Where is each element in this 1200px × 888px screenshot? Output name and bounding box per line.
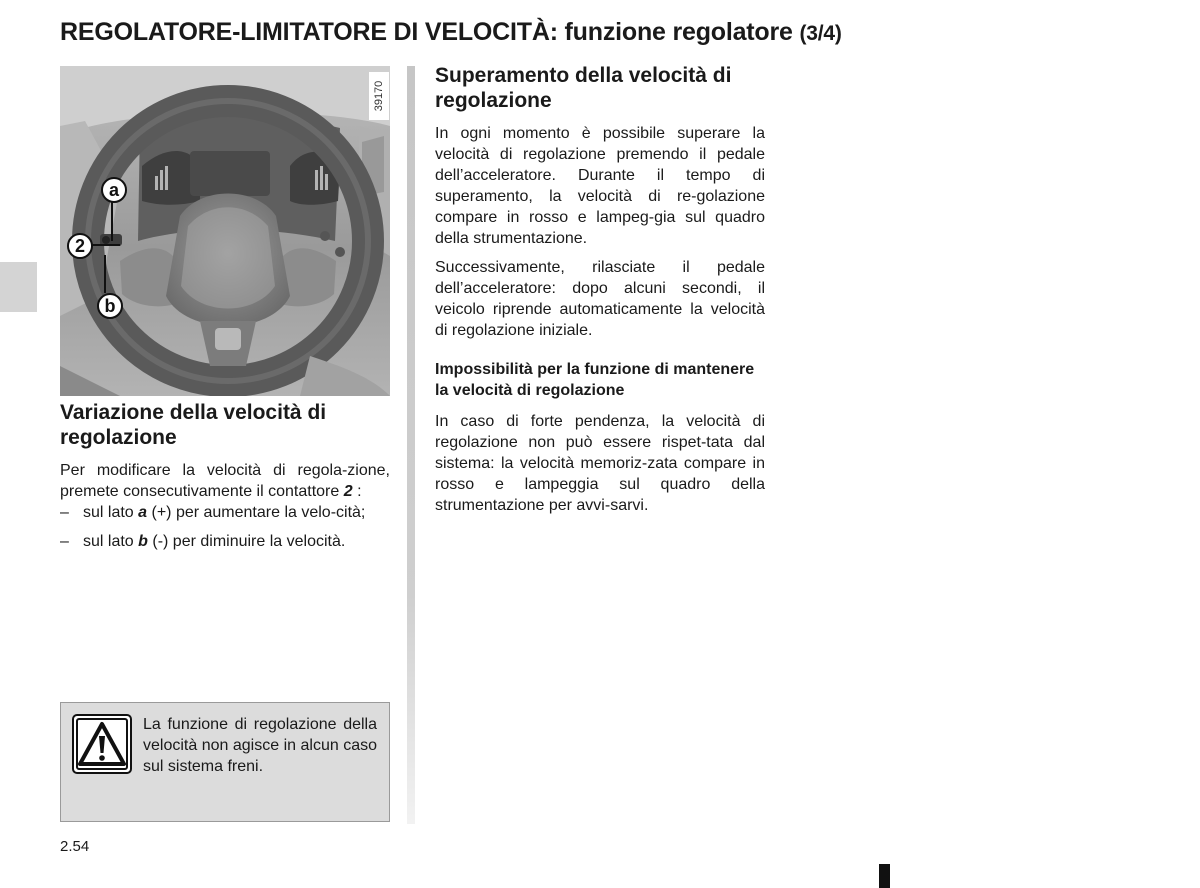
list-item-decrease: – sul lato b (-) per diminuire la velocità. (60, 531, 390, 552)
adjustment-list (60, 502, 390, 552)
section-heading-override: Superamento della velocità di regolazione (435, 64, 732, 112)
warning-box (60, 702, 390, 822)
corner-mark (879, 864, 890, 888)
right-column (435, 63, 765, 516)
title-main: REGOLATORE-LIMITATORE DI VELOCITÀ: funzione regolatore (60, 18, 793, 46)
warning-triangle-icon (72, 714, 132, 774)
column-divider (407, 66, 415, 824)
warning-text: La funzione di regolazione della velocità non agisce in alcun caso sul sistema freni. (143, 716, 377, 775)
chapter-tab (0, 262, 37, 312)
control-reference: 2 (343, 483, 353, 500)
callout-label-b: b (97, 293, 123, 319)
list-item-increase: – sul lato a (+) per aumentare la velo-cità; (60, 502, 390, 523)
slope-paragraph: In caso di forte pendenza, la velocità di regolazione non può essere rispet-tata dal sistema: la velocità memoriz-zata compare in rosso e lampeggia sul quadro della strumentazione per avvi-sarvi. (435, 413, 765, 514)
title-part-indicator: (3/4) (799, 22, 842, 45)
left-column (60, 400, 390, 552)
page-number: 2.54 (60, 838, 90, 855)
figure-reference-code: 39170 (369, 72, 389, 120)
page-title (60, 18, 842, 47)
intro-paragraph: Per modificare la velocità di regola-zione, premete consecutivamente il contattore 2 : (60, 462, 390, 500)
release-paragraph: Successivamente, rilasciate il pedale dell’acceleratore: dopo alcuni secondi, il veicolo riprende automaticamente la velocità di regolazione iniziale. (435, 259, 765, 339)
subheading-impossibility: Impossibilità per la funzione di mantenere la velocità di regolazione (435, 361, 755, 399)
callout-label-2: 2 (67, 233, 93, 259)
override-paragraph: In ogni momento è possibile superare la velocità di regolazione premendo il pedale dell’acceleratore. Durante il tempo di superamento, la velocità di re-golazione compare in rosso e lampeg-gia sul quadro della strumentazione. (435, 125, 765, 247)
callout-label-a: a (101, 177, 127, 203)
section-heading-variation: Variazione della velocità di regolazione (60, 401, 327, 449)
